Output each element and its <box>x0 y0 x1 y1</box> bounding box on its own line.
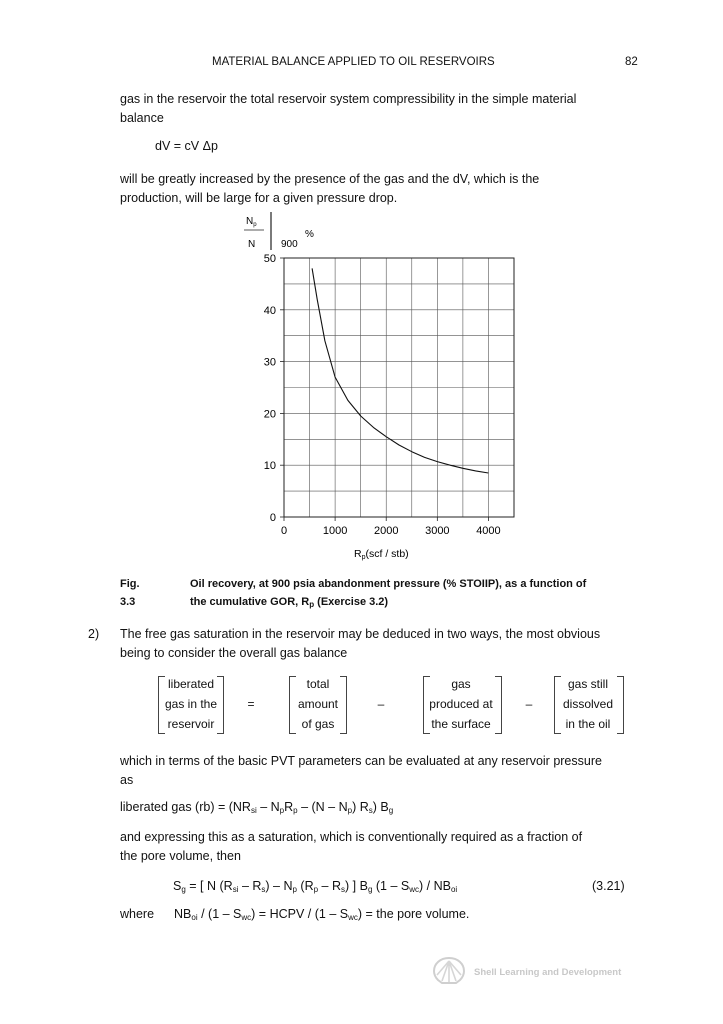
operator-minus-2: – <box>525 697 533 711</box>
x-tick-label: 1000 <box>322 525 348 537</box>
paragraph-pvt: which in terms of the basic PVT parameters can be evaluated at any reservoir pressure as <box>120 754 602 787</box>
equation-gas-saturation: $S_g$ = [ N $(R_{si} - R_s) - N_p$ $(R_p - R_s)$ ] $B_g$ $(1 - S_{wc}) / NB_{oi}$ <box>173 879 458 894</box>
where-definition: $NB_{oi} / (1 - S_{wc})$ = HCPV / $(1 - S_{wc})$ = the pore volume. <box>174 907 470 922</box>
y-tick-label: 40 <box>263 304 276 317</box>
series-line-recovery <box>312 268 488 473</box>
equation-dv: dV = cV Δp <box>155 139 218 153</box>
paragraph-saturation: and expressing this as a saturation, which is conventionally required as a fraction of the pore volume, then <box>120 830 583 863</box>
caption-label: Fig. 3.3 <box>120 578 140 608</box>
paragraph-compressibility: gas in the reservoir the total reservoir system compressibility in the simple material balance <box>120 92 577 125</box>
x-tick-label: 2000 <box>373 525 399 537</box>
footer-brand: Shell Learning and Development <box>474 967 622 978</box>
x-tick-label: 4000 <box>476 525 501 537</box>
shell-logo-icon <box>432 956 466 986</box>
page-number: 82 <box>625 56 638 68</box>
paragraph-gas-balance: The free gas saturation in the reservoir may be deduced in two ways, the most obvious being to consider the overall gas balance <box>120 627 601 660</box>
matrix-col-dissolved: gas still dissolved in the oil <box>562 677 614 731</box>
matrix-col-total: total amount of gas <box>297 677 339 731</box>
y-label-numerator: $N_p$ <box>246 216 257 228</box>
caption-text: Oil recovery, at 900 psia abandonment pressure (% STOIIP), as a function of the cumulative GOR, $R_p$ (Exercise 3.2) <box>190 578 587 609</box>
y-tick-label: 50 <box>263 253 276 265</box>
equation-liberated-gas: liberated gas $(rb) = (NR_{si} - N_pR_p - (N - N_p)$ $R_s$) $B_g$ <box>120 800 394 815</box>
running-title: MATERIAL BALANCE APPLIED TO OIL RESERVOIRS <box>212 56 495 68</box>
y-tick-label: 10 <box>263 460 276 473</box>
plot-area <box>264 253 514 537</box>
y-tick-label: 30 <box>263 356 276 369</box>
recovery-chart <box>230 208 530 566</box>
matrix-col-liberated: liberated gas in the reservoir <box>164 677 218 731</box>
paragraph-production: will be greatly increased by the presence of the gas and the dV, which is the production, will be large for a given pressure drop. <box>120 172 540 205</box>
operator-equals: = <box>247 697 255 711</box>
where-label: where <box>120 907 155 921</box>
operator-minus-1: – <box>377 697 385 711</box>
x-axis-label: Rp(scf / stb) <box>354 548 409 561</box>
x-tick-label: 0 <box>280 525 288 537</box>
y-tick-label: 20 <box>263 408 276 421</box>
item-number: 2) <box>88 627 100 641</box>
y-tick-label: 0 <box>269 512 276 524</box>
y-label-percent: % <box>305 229 314 240</box>
x-tick-label: 3000 <box>425 525 450 537</box>
equation-number: (3.21) <box>592 879 625 893</box>
y-label-pressure: 900 <box>281 239 298 250</box>
y-label-denominator: N <box>248 239 256 250</box>
matrix-col-produced: gas produced at the surface <box>429 677 493 731</box>
